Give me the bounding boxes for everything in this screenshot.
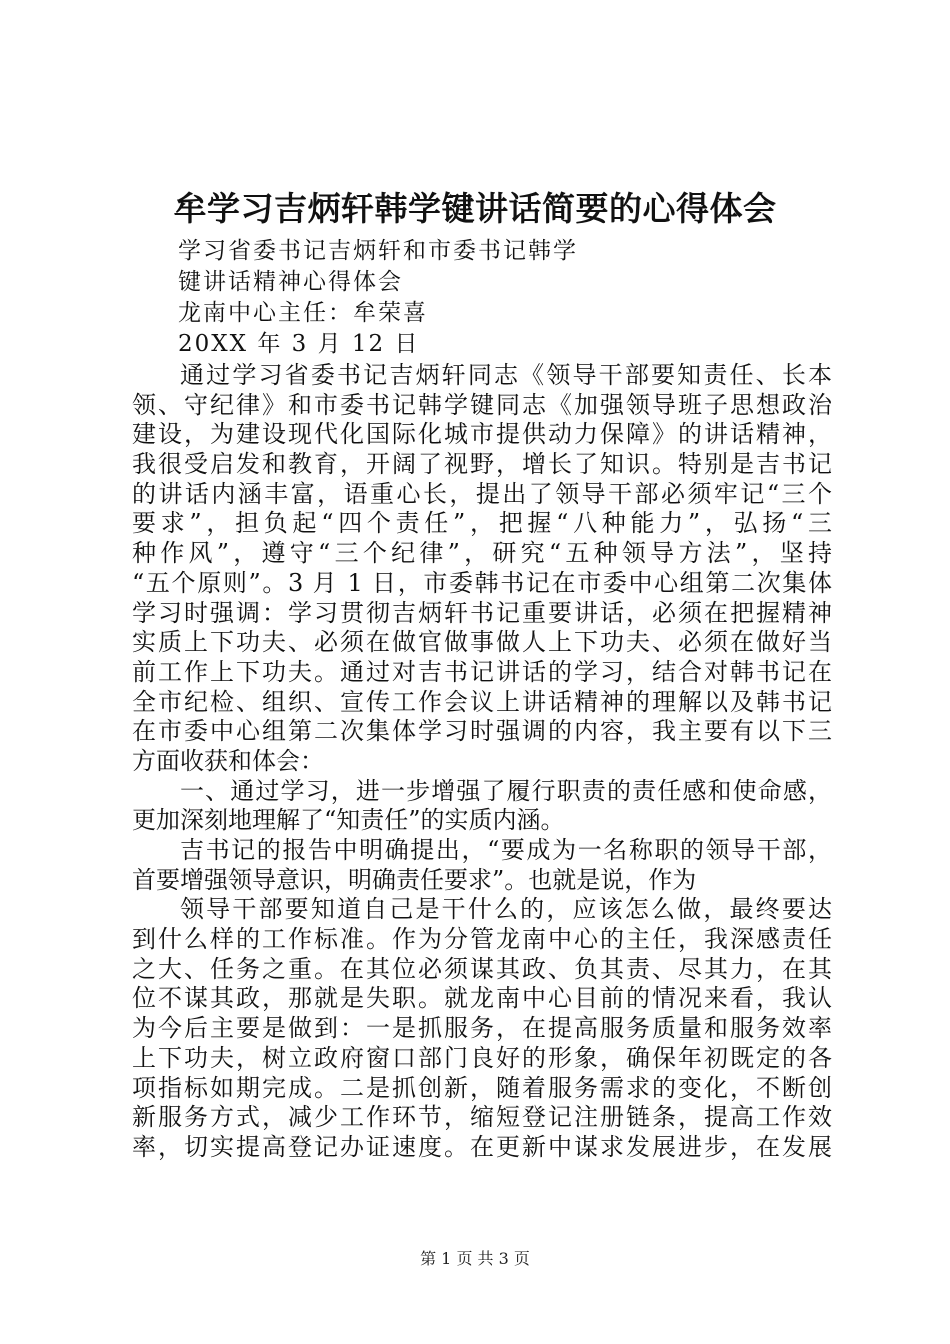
body-line: 在市委中心组第二次集体学习时强调的内容，我主要有以下三 [132,717,832,746]
body-line: 更加深刻地理解了“知责任”的实质内涵。 [132,806,565,835]
body-line: 前工作上下功夫。通过对吉书记讲话的学习，结合对韩书记在 [132,657,832,686]
body-line: 到什么样的工作标准。作为分管龙南中心的主任，我深感责任 [132,925,832,954]
document-title: 牟学习吉炳轩韩学键讲话简要的心得体会 [173,189,777,228]
body-line: 建设，为建设现代化国际化城市提供动力保障》的讲话精神， [132,420,832,449]
body-line: 率，切实提高登记办证速度。在更新中谋求发展进步，在发展 [132,1132,832,1161]
body-line: 吉书记的报告中明确提出，“要成为一名称职的领导干部， [180,836,832,864]
body-line: 全市纪检、组织、宣传工作会议上讲话精神的理解以及韩书记 [132,687,832,716]
document-meta [178,236,858,360]
body-line: 项指标如期完成。二是抓创新，随着服务需求的变化，不断创 [132,1073,832,1102]
body-line: 要求”，担负起“四个责任”，把握“八种能力”，弘扬“三 [132,509,832,538]
body-line: “五个原则”。3 月 1 日，市委韩书记在市委中心组第二次集体 [132,568,832,597]
body-line: 上下功夫，树立政府窗口部门良好的形象，确保年初既定的各 [132,1043,832,1072]
body-line: 首要增强领导意识，明确责任要求”。也就是说，作为 [132,865,697,894]
body-line: 学习时强调：学习贯彻吉炳轩书记重要讲话，必须在把握精神 [132,598,832,627]
body-line: 一、通过学习，进一步增强了履行职责的责任感和使命感， [180,776,832,805]
body-line: 领、守纪律》和市委书记韩学键同志《加强领导班子思想政治 [132,390,832,419]
body-line: 实质上下功夫、必须在做官做事做人上下功夫、必须在做好当 [132,628,832,657]
page-number-footer: 第 1 页 共 3 页 [420,1249,530,1268]
body-line: 我很受启发和教育，开阔了视野，增长了知识。特别是吉书记 [132,450,832,479]
body-line: 通过学习省委书记吉炳轩同志《领导干部要知责任、长本 [180,361,832,389]
meta-line-heading-1: 学习省委书记吉炳轩和市委书记韩学 [178,238,578,264]
body-line: 为今后主要是做到：一是抓服务，在提高服务质量和服务效率 [132,1014,832,1043]
body-line: 领导干部要知道自己是干什么的，应该怎么做，最终要达 [180,895,832,924]
body-line: 新服务方式，减少工作环节，缩短登记注册链条，提高工作效 [132,1103,832,1132]
meta-line-heading-2: 键讲话精神心得体会 [178,269,403,295]
body-line: 之大、任务之重。在其位必须谋其政、负其责、尽其力，在其 [132,954,832,983]
body-line: 方面收获和体会： [132,746,324,775]
meta-line-date: 20XX 年 3 月 12 日 [178,331,420,357]
meta-line-author: 龙南中心主任：牟荣喜 [178,300,428,326]
body-line: 的讲话内涵丰富，语重心长，提出了领导干部必须牢记“三个 [132,479,832,508]
body-line: 种作风”，遵守“三个纪律”，研究“五种领导方法”，坚持 [132,539,832,568]
body-line: 位不谋其政，那就是失职。就龙南中心目前的情况来看，我认 [132,984,832,1013]
document-body [132,361,832,1163]
